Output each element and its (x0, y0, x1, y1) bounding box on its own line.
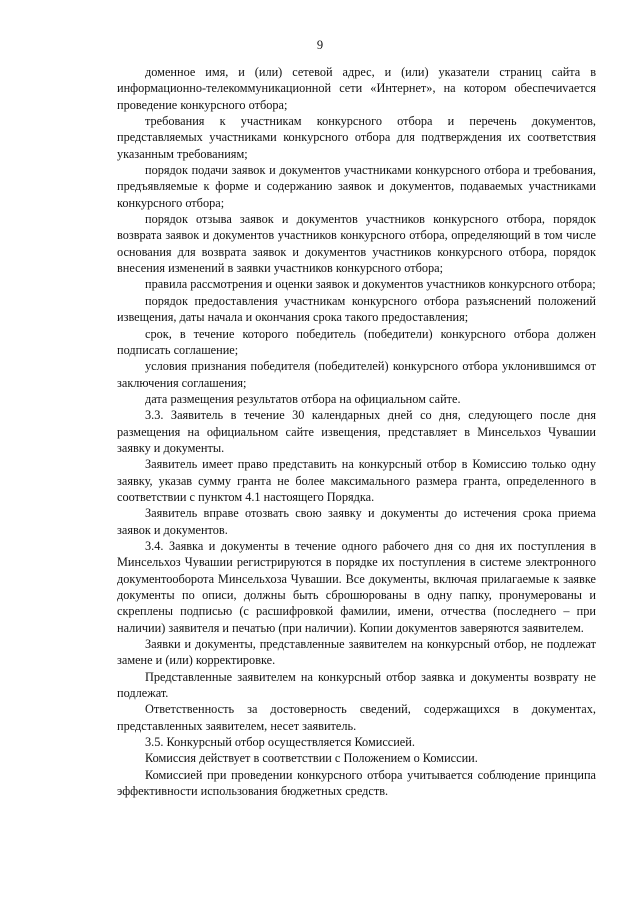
paragraph-no-replacement: Заявки и документы, представленные заявителем на конкурсный отбор, не подлежат замене и (или) корректировке. (117, 637, 596, 668)
paragraph-section-3-3: 3.3. Заявитель в течение 30 календарных дней со дня, следующего после дня размещения на официальном сайте извещения, представляет в Минсельхоз Чувашии заявку и документы. (117, 408, 596, 455)
paragraph-single-application: Заявитель имеет право представить на конкурсный отбор в Комиссию только одну заявку, указав сумму гранта не более максимального размера гранта, определенного в соответствии с пунктом 4.1 настоящего Порядка. (117, 457, 596, 504)
paragraph-withdraw-right: Заявитель вправе отозвать свою заявку и документы до истечения срока приема заявок и документов. (117, 506, 596, 537)
paragraph-participant-requirements: требования к участникам конкурсного отбора и перечень документов, представляемых участниками конкурсного отбора для подтверждения их соответствия указанным требованиям; (117, 114, 596, 161)
paragraph-signing-deadline: срок, в течение которого победитель (победители) конкурсного отбора должен подписать соглашение; (117, 326, 596, 357)
paragraph-section-3-5: 3.5. Конкурсный отбор осуществляется Комиссией. (145, 735, 415, 750)
paragraph-responsibility: Ответственность за достоверность сведений, содержащихся в документах, представленных заявителем, несет заявитель. (117, 702, 596, 733)
paragraph-domain-name: доменное имя, и (или) сетевой адрес, и (или) указатели страниц сайта в информационно-телекоммуникационной сети «Интернет», на котором обеспечиvается проведение конкурсного отбора; (117, 65, 596, 112)
paragraph-clarification-procedure: порядок предоставления участникам конкурсного отбора разъяснений положений извещения, даты начала и окончания срока такого предоставления; (117, 293, 596, 325)
paragraph-results-date: дата размещения результатов отбора на официальном сайте. (145, 391, 461, 406)
document-body (117, 64, 596, 799)
paragraph-withdrawal-procedure: порядок отзыва заявок и документов участников конкурсного отбора, порядок возврата заявок и документов участников конкурсного отбора, определяющий в том числе основания для возврата заявок и документов участников конкурсного отбора, порядок внесения изменений в заявки участников конкурсного отбора; (117, 212, 596, 276)
page-number: 9 (316, 38, 324, 52)
paragraph-commission-regulation: Комиссия действует в соответствии с Положением о Комиссии. (145, 751, 478, 766)
paragraph-evasion-conditions: условия признания победителя (победителей) конкурсного отбора уклонившимся от заключения соглашения; (117, 359, 596, 390)
paragraph-section-3-4: 3.4. Заявка и документы в течение одного рабочего дня со дня их поступления в Минсельхоз Чувашии регистрируются в порядке их поступления в системе электронного документооборота Минсельхоза Чувашии. Все документы, включая прилагаемые к заявке документы по описи, должны быть сброшюрованы в одну папку, пронумерованы и скреплены подписью (с расшифровкой фамилии, имени, отчества (последнего – при наличии) заявителя и печатью (при наличии). Копии документов заверяются заявителем. (117, 538, 596, 635)
paragraph-efficiency-principle: Комиссией при проведении конкурсного отбора учитывается соблюдение принципа эффективности использования бюджетных средств. (117, 767, 596, 799)
paragraph-submission-procedure: порядок подачи заявок и документов участниками конкурсного отбора и требования, предъявляемые к форме и содержанию заявок и документов, подаваемых участниками конкурсного отбора; (117, 163, 596, 210)
paragraph-no-return: Представленные заявителем на конкурсный отбор заявка и документы возврату не подлежат. (117, 669, 596, 701)
paragraph-evaluation-rules: правила рассмотрения и оценки заявок и документов участников конкурсного отбора; (145, 277, 596, 292)
